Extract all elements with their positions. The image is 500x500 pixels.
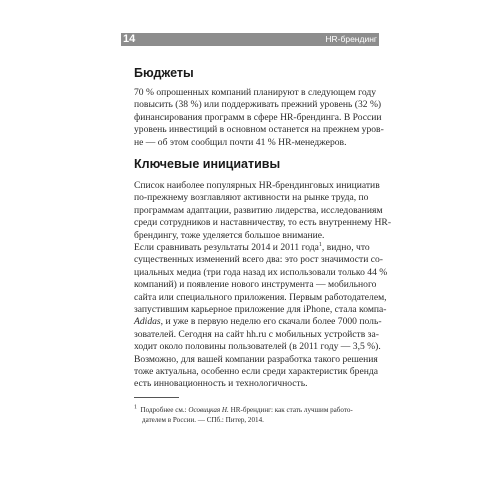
- text-line: по-прежнему возглавляют активности на рынке труда, по: [134, 192, 369, 204]
- running-head: HR-брендинг: [325, 34, 377, 44]
- footnote-line: [134, 405, 366, 415]
- text-line: повысить (38 %) или поддерживать прежний уровень (32 %): [134, 99, 382, 111]
- text-line: существенных изменений всего два: это рост значимости со-: [134, 254, 383, 266]
- budgets-paragraph: [134, 87, 384, 149]
- initiatives-paragraph-2: [134, 241, 388, 391]
- text-line: 70 % опрошенных компаний планируют в следующем году: [134, 87, 377, 98]
- footnote-marker: 1: [134, 404, 137, 411]
- text-line: зователей. Сегодня на сайт hh.ru с мобильных устройств за-: [134, 328, 379, 340]
- text-line: не — об этом сообщил почти 41 % HR-менеджеров.: [134, 136, 347, 148]
- text-line: циальных медиа (три года назад их использовали только 44 %: [134, 266, 388, 278]
- text-line: брендингу, тоже уделяется большое внимание.: [134, 229, 325, 241]
- footnote-line: дателем в России. — СПб.: Питер, 2014.: [142, 416, 264, 424]
- italic-company-name: Adidas: [134, 316, 161, 328]
- section-heading-initiatives: Ключевые инициативы: [134, 157, 281, 171]
- footnote-divider: [134, 397, 179, 398]
- text-segment: , и уже в первую неделю его скачали более 7000 поль-: [160, 316, 382, 328]
- text-line: среди сотрудников и наставничеству, то есть внутреннему HR-: [134, 217, 392, 229]
- text-line: Список наиболее популярных HR-брендинговых инициатив: [134, 180, 380, 191]
- footnote-reference: 1: [318, 241, 322, 248]
- text-segment: Если сравнивать результаты 2014 и 2011 года: [134, 242, 319, 253]
- initiatives-paragraph-1: [134, 180, 392, 242]
- text-line: [134, 316, 382, 328]
- text-line: Возможно, для вашей компании разработка такого решения: [134, 353, 378, 365]
- text-line: тоже актуальна, особенно если среди характеристик бренда: [134, 366, 379, 378]
- text-line: уровень инвестиций в основном останется на прежнем уров-: [134, 124, 384, 136]
- text-line: есть инновационность и технологичность.: [134, 378, 308, 390]
- text-line: компаний) и появление нового инструмента — мобильного: [134, 279, 377, 291]
- text-line: [134, 241, 370, 254]
- section-heading-budgets: Бюджеты: [134, 66, 194, 80]
- text-line: ходит около половины пользователей (в 2011 году — 3,5 %).: [134, 341, 381, 353]
- footnote-author: Осовицкая Н.: [188, 406, 229, 414]
- text-segment: Подробнее см.:: [140, 406, 189, 414]
- footnote: [134, 405, 366, 425]
- text-line: программам адаптации, развитию лидерства, исследованиям: [134, 204, 383, 216]
- text-segment: , видно, что: [321, 242, 370, 253]
- text-line: финансирования программ в сфере HR-брендинга. В России: [134, 111, 382, 123]
- text-line: сайта или специального приложения. Первым работодателем,: [134, 291, 387, 303]
- text-segment: HR-брендинг: как стать лучшим работо-: [228, 406, 353, 414]
- page-number: 14: [123, 33, 136, 45]
- text-line: запустившим карьерное приложение для iPhone, стала компа-: [134, 304, 387, 316]
